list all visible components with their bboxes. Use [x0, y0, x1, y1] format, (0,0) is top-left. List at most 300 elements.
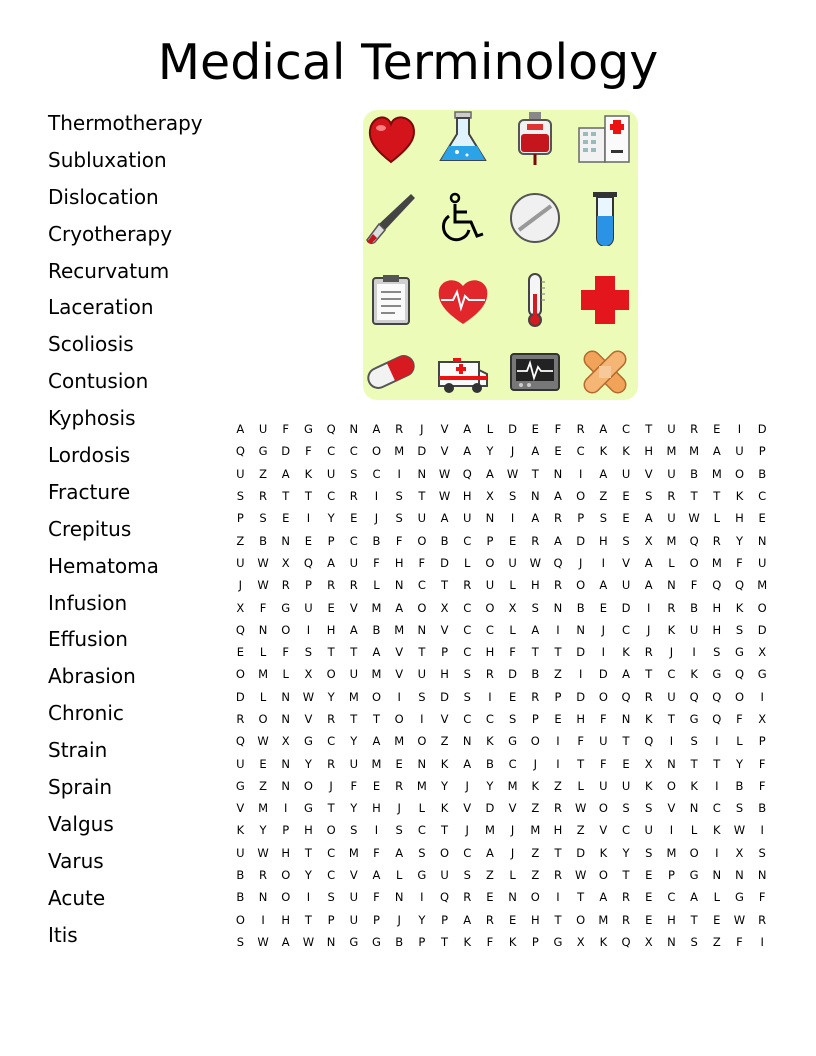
grid-letter: A: [599, 422, 608, 437]
grid-letter: S: [236, 489, 244, 504]
word-list-item: Itis: [48, 922, 78, 947]
grid-letter: R: [327, 712, 336, 726]
grid-letter: H: [304, 823, 313, 838]
word-list-item: Dislocation: [48, 184, 159, 209]
wheelchair-icon: [435, 190, 491, 246]
grid-letter: R: [485, 667, 494, 682]
grid-letter: U: [236, 756, 245, 771]
grid-letter: I: [488, 689, 492, 704]
grid-letter: V: [644, 466, 653, 481]
grid-letter: G: [303, 801, 313, 816]
grid-letter: W: [302, 934, 315, 949]
grid-letter: U: [757, 555, 767, 570]
grid-letter: H: [644, 444, 654, 459]
grid-letter: D: [281, 444, 291, 459]
grid-letter: N: [326, 934, 336, 949]
grid-letter: Z: [259, 466, 267, 481]
grid-letter: L: [259, 645, 267, 660]
grid-letter: R: [622, 912, 631, 927]
grid-letter: U: [508, 555, 517, 570]
grid-letter: C: [327, 868, 336, 883]
grid-letter: S: [350, 466, 358, 481]
grid-letter: G: [281, 600, 291, 615]
grid-letter: C: [327, 845, 336, 860]
grid-letter: A: [463, 444, 472, 459]
grid-letter: L: [395, 868, 403, 883]
grid-letter: I: [284, 801, 288, 816]
grid-letter: Z: [531, 845, 540, 860]
grid-letter: L: [486, 422, 494, 437]
grid-letter: K: [735, 489, 744, 504]
grid-letter: D: [440, 689, 449, 704]
grid-letter: V: [440, 444, 449, 459]
grid-letter: C: [758, 489, 767, 504]
grid-letter: Z: [599, 489, 608, 504]
grid-letter: M: [507, 778, 518, 793]
grid-letter: H: [485, 645, 495, 660]
grid-letter: O: [281, 890, 291, 905]
grid-letter: F: [736, 555, 743, 570]
grid-letter: J: [510, 845, 515, 860]
grid-letter: F: [577, 734, 584, 749]
grid-letter: M: [416, 778, 427, 793]
grid-letter: J: [420, 422, 424, 437]
grid-letter: L: [577, 778, 584, 793]
grid-letter: N: [553, 600, 563, 615]
grid-letter: H: [712, 600, 722, 615]
grid-letter: U: [667, 689, 676, 704]
grid-letter: N: [281, 756, 291, 771]
grid-letter: R: [712, 533, 721, 548]
grid-letter: O: [485, 600, 495, 615]
grid-letter: T: [577, 890, 585, 905]
grid-letter: I: [556, 622, 560, 637]
grid-letter: U: [463, 511, 472, 526]
grid-letter: K: [463, 934, 471, 949]
grid-letter: E: [259, 756, 267, 771]
grid-letter: O: [281, 622, 291, 637]
grid-letter: F: [350, 778, 358, 793]
grid-letter: W: [529, 555, 541, 570]
grid-letter: U: [735, 444, 744, 459]
grid-letter: V: [349, 868, 358, 883]
grid-letter: O: [757, 600, 767, 615]
grid-letter: R: [622, 890, 631, 905]
grid-letter: H: [462, 489, 472, 504]
grid-letter: S: [508, 712, 517, 726]
grid-letter: N: [281, 778, 291, 793]
grid-letter: M: [666, 845, 677, 860]
grid-letter: Q: [235, 622, 245, 637]
grid-letter: E: [282, 511, 290, 526]
grid-letter: B: [485, 756, 494, 771]
grid-letter: M: [394, 622, 405, 637]
grid-letter: N: [281, 689, 291, 704]
grid-letter: M: [371, 756, 382, 771]
grid-letter: P: [577, 511, 585, 526]
grid-letter: Y: [350, 734, 358, 749]
grid-letter: S: [622, 533, 630, 548]
grid-letter: I: [374, 489, 379, 504]
grid-letter: C: [622, 823, 631, 838]
grid-letter: R: [395, 778, 404, 793]
grid-letter: O: [235, 912, 245, 927]
grid-letter: O: [326, 823, 336, 838]
grid-row: [229, 574, 774, 596]
grid-letter: R: [531, 533, 540, 548]
grid-letter: H: [440, 667, 449, 682]
grid-letter: Z: [712, 934, 721, 949]
grid-letter: V: [304, 712, 313, 726]
grid-letter: R: [758, 912, 767, 927]
grid-letter: N: [258, 622, 268, 637]
grid-row: [229, 886, 774, 908]
grid-letter: G: [258, 444, 268, 459]
grid-letter: P: [418, 934, 426, 949]
grid-letter: X: [485, 489, 494, 504]
grid-letter: L: [509, 622, 516, 637]
grid-letter: B: [236, 890, 245, 905]
grid-letter: M: [394, 444, 405, 459]
grid-letter: N: [667, 934, 676, 949]
grid-letter: L: [713, 890, 720, 905]
grid-letter: Y: [259, 823, 267, 838]
grid-letter: J: [601, 622, 606, 637]
grid-letter: I: [578, 667, 583, 682]
grid-letter: N: [394, 578, 404, 593]
grid-letter: W: [257, 734, 269, 749]
grid-letter: I: [715, 845, 719, 860]
grid-letter: M: [371, 667, 382, 682]
grid-letter: Y: [304, 868, 312, 883]
grid-letter: A: [236, 422, 245, 437]
grid-letter: W: [733, 823, 746, 838]
grid-letter: A: [372, 422, 381, 437]
grid-letter: A: [531, 622, 540, 637]
grid-letter: E: [645, 912, 653, 927]
grid-letter: O: [326, 667, 336, 682]
grid-letter: U: [621, 466, 631, 481]
grid-letter: B: [758, 466, 767, 481]
grid-row: [229, 775, 774, 797]
grid-letter: O: [417, 600, 427, 615]
grid-letter: T: [350, 645, 358, 660]
grid-row: [229, 819, 774, 841]
grid-letter: B: [259, 533, 267, 548]
scalpel-icon: [363, 190, 419, 246]
grid-letter: X: [576, 934, 585, 949]
grid-letter: E: [508, 689, 517, 704]
grid-letter: R: [644, 645, 653, 660]
grid-letter: N: [417, 622, 427, 637]
grid-letter: S: [304, 645, 313, 660]
grid-letter: U: [326, 466, 336, 481]
grid-letter: X: [281, 734, 290, 749]
grid-letter: E: [713, 912, 721, 927]
grid-letter: K: [735, 600, 744, 615]
grid-letter: G: [303, 422, 313, 437]
grid-letter: B: [395, 934, 404, 949]
grid-letter: I: [647, 600, 651, 615]
grid-letter: C: [349, 444, 358, 459]
grid-letter: F: [259, 600, 267, 615]
grid-letter: Z: [554, 667, 562, 682]
grid-letter: C: [463, 845, 472, 860]
grid-letter: R: [281, 578, 290, 593]
grid-letter: G: [372, 934, 381, 949]
grid-letter: N: [417, 756, 427, 771]
grid-letter: D: [757, 622, 767, 637]
grid-letter: A: [463, 912, 472, 927]
grid-letter: H: [735, 511, 744, 526]
grid-letter: Q: [440, 890, 450, 905]
grid-letter: P: [327, 912, 335, 927]
grid-letter: T: [304, 489, 312, 504]
grid-letter: A: [690, 890, 699, 905]
grid-letter: T: [304, 912, 312, 927]
grid-letter: N: [281, 533, 291, 548]
grid-letter: E: [599, 600, 607, 615]
grid-letter: Y: [327, 689, 335, 704]
grid-letter: R: [259, 868, 268, 883]
grid-letter: T: [531, 645, 539, 660]
grid-letter: A: [440, 511, 449, 526]
grid-letter: E: [758, 511, 766, 526]
grid-letter: Q: [712, 712, 722, 726]
grid-letter: A: [372, 645, 381, 660]
grid-letter: P: [327, 533, 335, 548]
grid-letter: I: [715, 778, 719, 793]
grid-letter: O: [485, 555, 495, 570]
grid-letter: A: [599, 578, 608, 593]
grid-letter: H: [372, 801, 381, 816]
grid-letter: N: [757, 868, 767, 883]
grid-row: [229, 418, 774, 440]
word-list-item: Fracture: [48, 479, 131, 504]
grid-letter: W: [257, 934, 269, 949]
grid-letter: J: [669, 645, 674, 660]
grid-letter: I: [556, 756, 560, 771]
grid-letter: H: [576, 712, 585, 726]
grid-letter: D: [576, 689, 586, 704]
grid-letter: E: [622, 489, 630, 504]
capsule-icon: [363, 344, 419, 400]
grid-letter: X: [758, 712, 767, 726]
grid-letter: H: [530, 912, 540, 927]
grid-letter: X: [281, 555, 290, 570]
grid-letter: E: [304, 533, 313, 548]
grid-letter: O: [417, 734, 427, 749]
word-list-item: Abrasion: [48, 664, 136, 689]
grid-letter: K: [644, 712, 653, 726]
grid-row: [229, 730, 774, 752]
grid-letter: U: [417, 511, 427, 526]
grid-letter: H: [553, 823, 563, 838]
grid-letter: O: [258, 712, 268, 726]
grid-letter: C: [327, 734, 336, 749]
grid-letter: Y: [486, 444, 494, 459]
grid-letter: T: [690, 912, 698, 927]
grid-letter: R: [690, 422, 699, 437]
grid-letter: M: [530, 823, 541, 838]
grid-letter: Q: [734, 667, 744, 682]
grid-letter: P: [758, 444, 766, 459]
grid-letter: T: [441, 823, 449, 838]
grid-letter: H: [326, 622, 336, 637]
grid-letter: Z: [259, 778, 267, 793]
grid-letter: Z: [531, 801, 540, 816]
grid-letter: R: [327, 578, 336, 593]
grid-letter: I: [306, 622, 311, 637]
grid-letter: O: [576, 578, 586, 593]
grid-letter: W: [257, 578, 269, 593]
grid-letter: S: [395, 511, 403, 526]
grid-letter: P: [531, 712, 539, 726]
grid-letter: O: [689, 845, 699, 860]
grid-letter: J: [374, 511, 379, 526]
grid-letter: N: [417, 466, 427, 481]
grid-letter: K: [508, 934, 517, 949]
grid-letter: L: [418, 801, 426, 816]
grid-letter: D: [508, 422, 518, 437]
grid-letter: S: [463, 667, 471, 682]
grid-letter: W: [574, 801, 587, 816]
grid-letter: P: [758, 734, 766, 749]
grid-letter: H: [530, 578, 540, 593]
word-list-item: Infusion: [48, 590, 128, 615]
grid-row: [229, 463, 774, 485]
grid-letter: K: [440, 801, 449, 816]
grid-letter: U: [304, 600, 313, 615]
grid-letter: Z: [485, 868, 494, 883]
grid-letter: F: [373, 555, 380, 570]
grid-letter: S: [735, 622, 744, 637]
grid-row: [229, 931, 774, 953]
grid-letter: Z: [554, 778, 562, 793]
grid-letter: J: [510, 444, 515, 459]
word-list-item: Crepitus: [48, 516, 132, 541]
grid-letter: K: [622, 645, 630, 660]
grid-letter: A: [395, 600, 404, 615]
grid-letter: I: [261, 912, 265, 927]
grid-letter: I: [420, 712, 424, 726]
grid-letter: Q: [326, 422, 336, 437]
word-list-item: Kyphosis: [48, 406, 136, 431]
grid-letter: D: [235, 689, 245, 704]
grid-letter: P: [282, 823, 290, 838]
grid-row: [229, 507, 774, 529]
grid-letter: L: [736, 734, 743, 749]
grid-letter: S: [395, 823, 403, 838]
grid-letter: A: [463, 422, 472, 437]
grid-letter: K: [713, 823, 721, 838]
grid-letter: N: [667, 578, 676, 593]
grid-letter: U: [667, 466, 676, 481]
grid-letter: X: [304, 667, 313, 682]
grid-letter: E: [622, 511, 630, 526]
heart-drop-icon: [363, 110, 419, 166]
grid-letter: P: [486, 533, 494, 548]
word-list-item: Valgus: [48, 811, 114, 836]
grid-letter: N: [281, 712, 291, 726]
grid-letter: M: [666, 444, 677, 459]
grid-letter: T: [327, 801, 335, 816]
grid-letter: T: [667, 712, 675, 726]
grid-letter: F: [282, 422, 290, 437]
grid-row: [229, 708, 774, 730]
grid-letter: W: [688, 511, 700, 526]
grid-letter: D: [485, 801, 495, 816]
grid-row: [229, 797, 774, 819]
grid-letter: S: [645, 845, 653, 860]
grid-letter: K: [486, 734, 494, 749]
grid-letter: R: [531, 689, 540, 704]
grid-letter: A: [622, 667, 630, 682]
grid-letter: A: [644, 511, 653, 526]
grid-letter: X: [236, 600, 245, 615]
grid-letter: U: [440, 868, 449, 883]
grid-letter: G: [712, 667, 722, 682]
grid-letter: C: [327, 444, 336, 459]
grid-letter: G: [689, 712, 699, 726]
grid-letter: X: [735, 845, 744, 860]
word-list-item: Sprain: [48, 775, 113, 800]
grid-letter: Y: [486, 778, 494, 793]
pill-tablet-icon: [507, 190, 563, 246]
grid-letter: T: [645, 422, 653, 437]
grid-letter: B: [690, 466, 699, 481]
grid-letter: O: [371, 689, 381, 704]
grid-letter: U: [258, 422, 268, 437]
medical-icons-panel: [363, 110, 638, 400]
grid-letter: R: [463, 578, 472, 593]
grid-letter: E: [554, 712, 562, 726]
grid-letter: L: [509, 868, 516, 883]
grid-letter: Y: [441, 778, 449, 793]
grid-letter: D: [598, 667, 608, 682]
grid-letter: C: [372, 466, 381, 481]
grid-letter: O: [530, 890, 540, 905]
clipboard-icon: [363, 272, 419, 328]
grid-letter: P: [441, 912, 448, 927]
grid-letter: R: [576, 422, 585, 437]
grid-letter: K: [440, 756, 449, 771]
grid-letter: T: [327, 645, 335, 660]
grid-letter: C: [576, 444, 585, 459]
grid-letter: L: [509, 578, 516, 593]
grid-letter: G: [757, 667, 767, 682]
grid-letter: O: [235, 667, 245, 682]
grid-row: [229, 663, 774, 685]
grid-letter: J: [647, 622, 651, 637]
grid-letter: Q: [712, 689, 722, 704]
grid-letter: J: [329, 778, 333, 793]
grid-letter: M: [258, 801, 268, 816]
grid-letter: F: [554, 422, 562, 437]
grid-letter: R: [395, 422, 404, 437]
grid-letter: C: [667, 667, 676, 682]
grid-letter: F: [736, 712, 743, 726]
grid-letter: I: [556, 890, 560, 905]
grid-letter: K: [599, 934, 608, 949]
grid-letter: M: [757, 578, 768, 593]
ambulance-icon: [435, 344, 491, 400]
grid-letter: Y: [735, 533, 743, 548]
grid-row: [229, 485, 774, 507]
word-list-item: Varus: [48, 848, 104, 873]
grid-letter: H: [599, 533, 608, 548]
grid-letter: L: [373, 578, 380, 593]
